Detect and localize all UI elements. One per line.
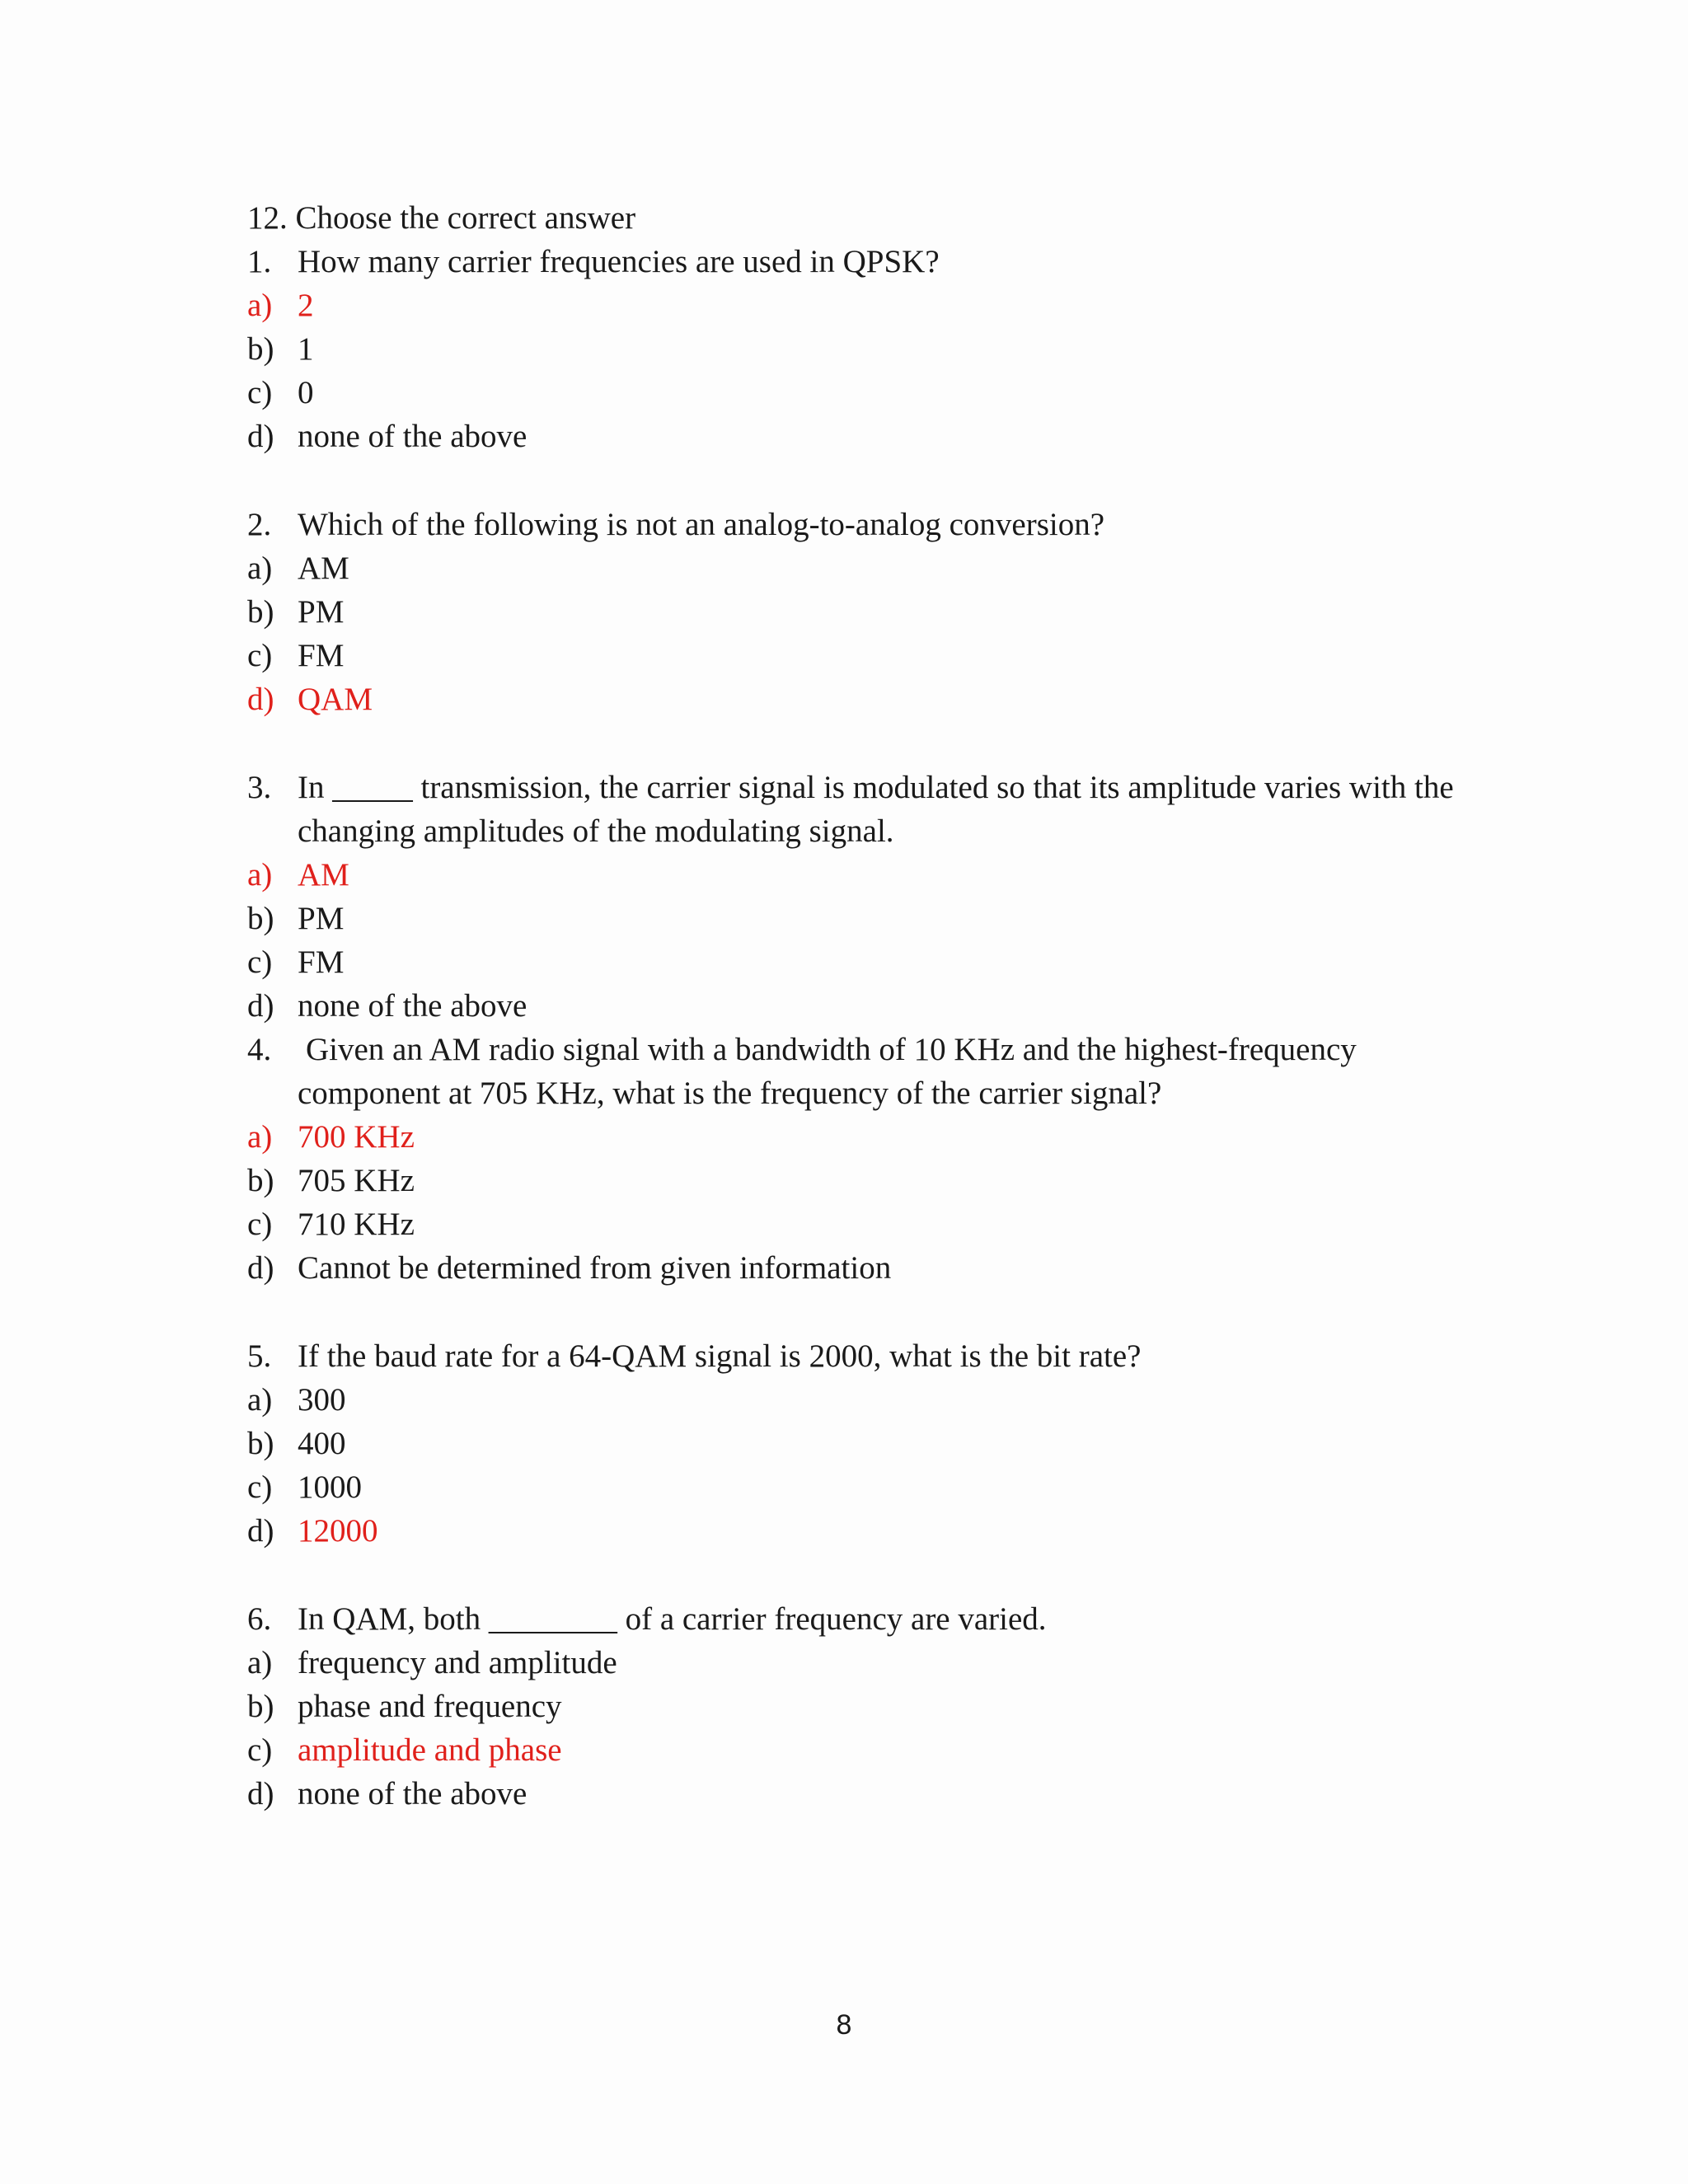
option-text: 1 bbox=[298, 331, 314, 367]
option-text: 1000 bbox=[298, 1469, 362, 1505]
question-2 bbox=[247, 503, 1104, 546]
option-text: 12000 bbox=[298, 1513, 378, 1549]
option-letter: c) bbox=[247, 375, 273, 410]
question-number: 3. bbox=[247, 770, 272, 805]
question-text: In _____ transmission, the carrier signal is modulated so that its amplitude varies with the bbox=[298, 770, 1454, 805]
option-text: none of the above bbox=[298, 419, 528, 454]
option-letter: d) bbox=[247, 1776, 274, 1811]
option-letter: d) bbox=[247, 1250, 274, 1286]
q2-option-c bbox=[247, 634, 344, 677]
option-text: amplitude and phase bbox=[298, 1732, 562, 1768]
option-text: Cannot be determined from given information bbox=[298, 1250, 892, 1286]
option-letter: d) bbox=[247, 682, 274, 717]
option-text: 400 bbox=[298, 1426, 346, 1461]
q3-option-c bbox=[247, 940, 344, 984]
q5-option-a bbox=[247, 1378, 346, 1422]
q5-option-c bbox=[247, 1465, 362, 1509]
option-letter: d) bbox=[247, 1513, 274, 1549]
option-text: 705 KHz bbox=[298, 1163, 415, 1198]
question-3 bbox=[247, 766, 1454, 809]
q6-option-d bbox=[247, 1772, 527, 1816]
question-4 bbox=[247, 1028, 1357, 1071]
option-letter: c) bbox=[247, 638, 273, 673]
question-1 bbox=[247, 240, 940, 284]
option-letter: a) bbox=[247, 857, 273, 893]
option-text: 700 KHz bbox=[298, 1119, 415, 1155]
option-letter: b) bbox=[247, 1426, 274, 1461]
question-5 bbox=[247, 1334, 1141, 1378]
option-text: AM bbox=[298, 551, 349, 586]
option-text: phase and frequency bbox=[298, 1689, 562, 1724]
option-text: AM bbox=[298, 857, 349, 893]
q6-option-c bbox=[247, 1728, 562, 1772]
option-text: PM bbox=[298, 594, 345, 630]
option-text: 0 bbox=[298, 375, 314, 410]
q6-option-a bbox=[247, 1641, 617, 1685]
option-letter: a) bbox=[247, 1382, 273, 1418]
q1-option-d bbox=[247, 415, 527, 458]
option-letter: b) bbox=[247, 1689, 274, 1724]
option-letter: c) bbox=[247, 1732, 273, 1768]
q4-option-a bbox=[247, 1115, 415, 1159]
question-4-continuation: component at 705 KHz, what is the frequency of the carrier signal? bbox=[298, 1076, 1162, 1111]
question-text: Which of the following is not an analog-to-analog conversion? bbox=[298, 507, 1105, 542]
option-text: none of the above bbox=[298, 988, 528, 1024]
q5-option-d bbox=[247, 1509, 378, 1553]
q2-option-b bbox=[247, 590, 344, 634]
question-text: In QAM, both ________ of a carrier frequency are varied. bbox=[298, 1601, 1047, 1637]
option-letter: b) bbox=[247, 594, 274, 630]
question-number: 5. bbox=[247, 1338, 272, 1374]
option-letter: c) bbox=[247, 1207, 273, 1242]
option-letter: b) bbox=[247, 1163, 274, 1198]
q4-option-d bbox=[247, 1246, 891, 1290]
q1-option-a bbox=[247, 284, 314, 327]
question-text: How many carrier frequencies are used in QPSK? bbox=[298, 244, 940, 279]
q3-option-b bbox=[247, 897, 344, 940]
option-text: 2 bbox=[298, 288, 314, 323]
section-title: 12. Choose the correct answer bbox=[247, 200, 636, 236]
option-letter: a) bbox=[247, 1119, 273, 1155]
q3-option-d bbox=[247, 984, 527, 1028]
option-text: 300 bbox=[298, 1382, 346, 1418]
option-letter: c) bbox=[247, 1469, 273, 1505]
question-3-continuation: changing amplitudes of the modulating signal. bbox=[298, 813, 894, 849]
q4-option-b bbox=[247, 1159, 415, 1202]
option-letter: d) bbox=[247, 988, 274, 1024]
question-6 bbox=[247, 1597, 1047, 1641]
question-number: 4. bbox=[247, 1032, 272, 1067]
option-letter: d) bbox=[247, 419, 274, 454]
option-letter: c) bbox=[247, 944, 273, 980]
q1-option-c bbox=[247, 371, 314, 415]
option-text: 710 KHz bbox=[298, 1207, 415, 1242]
option-text: QAM bbox=[298, 682, 373, 717]
q4-option-c bbox=[247, 1202, 415, 1246]
question-number: 2. bbox=[247, 507, 272, 542]
option-letter: a) bbox=[247, 288, 273, 323]
question-text: Given an AM radio signal with a bandwidth of 10 KHz and the highest-frequency bbox=[306, 1032, 1357, 1067]
q2-option-a bbox=[247, 546, 349, 590]
option-letter: a) bbox=[247, 1645, 273, 1680]
option-text: frequency and amplitude bbox=[298, 1645, 617, 1680]
question-number: 6. bbox=[247, 1601, 272, 1637]
q5-option-b bbox=[247, 1422, 346, 1465]
question-text: If the baud rate for a 64-QAM signal is 2000, what is the bit rate? bbox=[298, 1338, 1142, 1374]
option-letter: b) bbox=[247, 331, 274, 367]
option-text: FM bbox=[298, 638, 345, 673]
q2-option-d bbox=[247, 677, 373, 721]
option-letter: a) bbox=[247, 551, 273, 586]
q3-option-a bbox=[247, 853, 349, 897]
option-text: FM bbox=[298, 944, 345, 980]
option-text: PM bbox=[298, 901, 345, 936]
option-letter: b) bbox=[247, 901, 274, 936]
option-text: none of the above bbox=[298, 1776, 528, 1811]
question-number: 1. bbox=[247, 244, 272, 279]
q1-option-b bbox=[247, 327, 314, 371]
page-number: 8 bbox=[836, 2009, 852, 2041]
q6-option-b bbox=[247, 1685, 562, 1728]
